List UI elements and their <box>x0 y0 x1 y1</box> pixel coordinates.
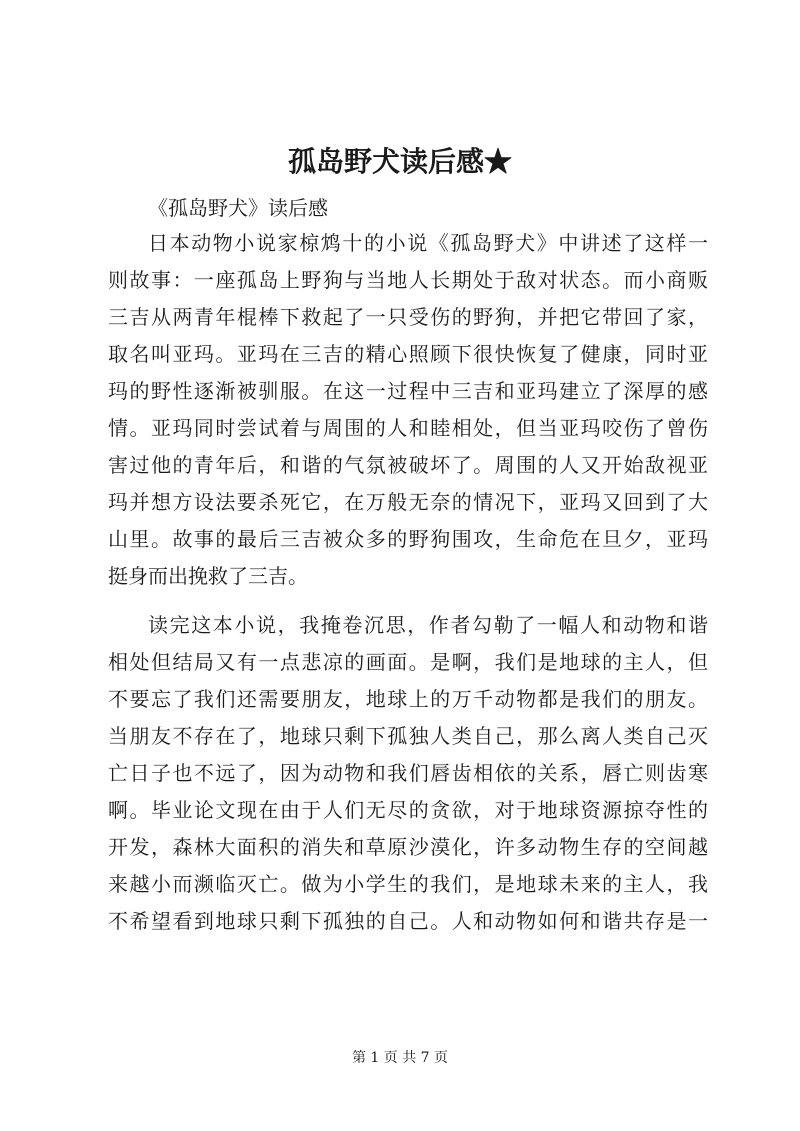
paragraph-line: 读完这本小说，我掩卷沉思，作者勾勒了一幅人和动物和谐 <box>148 613 708 637</box>
paragraph-line: 相处但结局又有一点悲凉的画面。是啊，我们是地球的主人，但 <box>108 650 708 674</box>
paragraph-line: 不希望看到地球只剩下孤独的自己。人和动物如何和谐共存是一 <box>108 909 708 933</box>
document-title: 孤岛野犬读后感★ <box>287 145 512 178</box>
paragraph-2 <box>108 607 708 940</box>
paragraph-line: 则故事：一座孤岛上野狗与当地人长期处于敌对状态。而小商贩 <box>108 268 708 292</box>
paragraph-line: 不要忘了我们还需要朋友，地球上的万千动物都是我们的朋友。 <box>108 687 708 711</box>
document-body <box>108 191 708 940</box>
paragraph-gap <box>108 595 708 607</box>
paragraph-line: 开发，森林大面积的消失和草原沙漠化，许多动物生存的空间越 <box>108 835 708 859</box>
paragraph-line: 玛的野性逐渐被驯服。在这一过程中三吉和亚玛建立了深厚的感 <box>108 379 708 403</box>
page-number-footer: 第 1 页 共 7 页 <box>351 1050 449 1066</box>
paragraph-line: 日本动物小说家椋鸩十的小说《孤岛野犬》中讲述了这样一 <box>148 231 708 255</box>
paragraph-line: 挺身而出挽救了三吉。 <box>108 564 308 588</box>
paragraph-line: 情。亚玛同时尝试着与周围的人和睦相处，但当亚玛咬伤了曾伤 <box>108 416 708 440</box>
paragraph-line: 玛并想方设法要杀死它，在万般无奈的情况下，亚玛又回到了大 <box>108 490 708 514</box>
paragraph-line: 亡日子也不远了，因为动物和我们唇齿相依的关系，唇亡则齿寒 <box>108 761 708 785</box>
paragraph-line: 害过他的青年后，和谐的气氛被破坏了。周围的人又开始敌视亚 <box>108 453 708 477</box>
paragraph-1 <box>108 225 708 595</box>
paragraph-line: 当朋友不存在了，地球只剩下孤独人类自己，那么离人类自己灭 <box>108 724 708 748</box>
paragraph-line: 三吉从两青年棍棒下救起了一只受伤的野狗，并把它带回了家， <box>108 305 708 329</box>
paragraph-line: 山里。故事的最后三吉被众多的野狗围攻，生命危在旦夕，亚玛 <box>108 527 708 551</box>
paragraph-line: 来越小而濒临灭亡。做为小学生的我们，是地球未来的主人，我 <box>108 872 708 896</box>
paragraph-line: 取名叫亚玛。亚玛在三吉的精心照顾下很快恢复了健康，同时亚 <box>108 342 708 366</box>
document-subtitle: 《孤岛野犬》读后感 <box>148 196 328 220</box>
paragraph-line: 啊。毕业论文现在由于人们无尽的贪欲，对于地球资源掠夺性的 <box>108 798 708 822</box>
